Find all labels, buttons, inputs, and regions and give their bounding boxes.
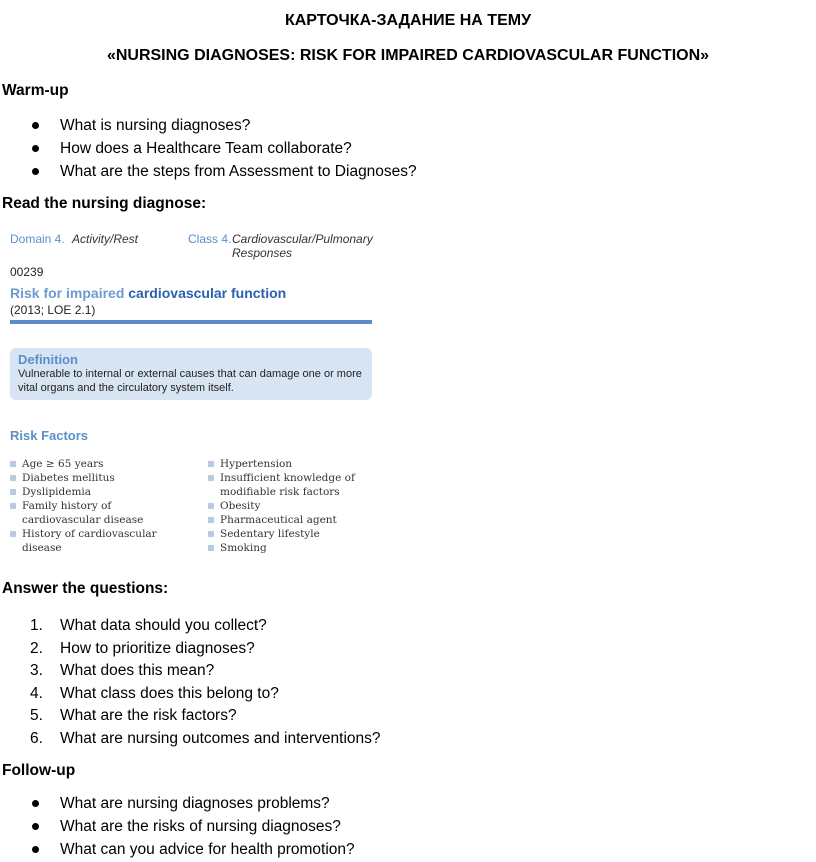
list-item: Age ≥ 65 years <box>10 457 180 471</box>
square-bullet-icon <box>10 503 16 509</box>
list-item: What is nursing diagnoses? <box>30 114 417 137</box>
list-item: Hypertension <box>208 457 378 471</box>
square-bullet-icon <box>208 531 214 537</box>
bullet-icon <box>32 800 39 807</box>
square-bullet-icon <box>208 461 214 467</box>
answer-heading: Answer the questions: <box>2 580 169 597</box>
list-item: 2. How to prioritize diagnoses? <box>30 639 255 657</box>
divider <box>10 320 372 324</box>
list-item: How does a Healthcare Team collaborate? <box>30 137 417 160</box>
page-title: КАРТОЧКА-ЗАДАНИЕ НА ТЕМУ <box>284 12 532 29</box>
followup-heading: Follow-up <box>2 762 76 779</box>
list-item: Insufficient knowledge of modifiable risk factors <box>208 471 378 499</box>
bullet-icon <box>32 846 39 853</box>
class-label: Class 4. <box>188 232 232 246</box>
domain-label: Domain 4. <box>10 232 65 246</box>
diagnosis-card <box>8 227 380 557</box>
risk-factors-heading: Risk Factors <box>10 428 89 443</box>
list-item: Obesity <box>208 499 378 513</box>
square-bullet-icon <box>208 545 214 551</box>
bullet-icon <box>32 145 39 152</box>
list-item: 6. What are nursing outcomes and interventions? <box>30 729 381 747</box>
read-heading: Read the nursing diagnose: <box>2 195 207 212</box>
page-subtitle: «NURSING DIAGNOSES: RISK FOR IMPAIRED CARDIOVASCULAR FUNCTION» <box>106 47 710 64</box>
warmup-list <box>30 114 417 183</box>
square-bullet-icon <box>10 489 16 495</box>
bullet-icon <box>32 122 39 129</box>
list-item: What can you advice for health promotion? <box>30 838 355 861</box>
list-item: Sedentary lifestyle <box>208 527 378 541</box>
list-item: What are the steps from Assessment to Diagnoses? <box>30 160 417 183</box>
square-bullet-icon <box>10 461 16 467</box>
square-bullet-icon <box>208 517 214 523</box>
diagnosis-year: (2013; LOE 2.1) <box>10 303 96 317</box>
definition-heading: Definition <box>18 352 78 367</box>
definition-box <box>10 348 372 400</box>
list-item: Diabetes mellitus <box>10 471 180 485</box>
list-item: What are the risks of nursing diagnoses? <box>30 815 355 838</box>
square-bullet-icon <box>10 475 16 481</box>
square-bullet-icon <box>208 475 214 481</box>
square-bullet-icon <box>208 503 214 509</box>
domain-value: Activity/Rest <box>72 232 139 246</box>
list-item: 1. What data should you collect? <box>30 617 267 634</box>
bullet-icon <box>32 168 39 175</box>
list-item: 3. What does this mean? <box>30 662 215 679</box>
list-item: History of cardiovascular disease <box>10 527 180 555</box>
list-item: Dyslipidemia <box>10 485 180 499</box>
risk-factors-column-2 <box>208 457 378 555</box>
risk-factors-column-1 <box>10 457 180 555</box>
definition-text: Vulnerable to internal or external causes that can damage one or more vital organs and the circulatory system itself. <box>18 368 362 394</box>
followup-list <box>30 792 355 861</box>
list-item: Pharmaceutical agent <box>208 513 378 527</box>
diagnosis-title: Risk for impaired cardiovascular function <box>10 285 287 301</box>
list-item: Family history of cardiovascular disease <box>10 499 180 527</box>
list-item: What are nursing diagnoses problems? <box>30 792 355 815</box>
warmup-heading: Warm-up <box>2 82 69 99</box>
square-bullet-icon <box>10 531 16 537</box>
diagnosis-code: 00239 <box>10 265 44 279</box>
answer-list <box>30 615 381 750</box>
class-value: Cardiovascular/Pulmonary Responses <box>232 232 373 260</box>
list-item: Smoking <box>208 541 378 555</box>
list-item: 4. What class does this belong to? <box>30 684 279 702</box>
bullet-icon <box>32 823 39 830</box>
list-item: 5. What are the risk factors? <box>30 707 237 724</box>
